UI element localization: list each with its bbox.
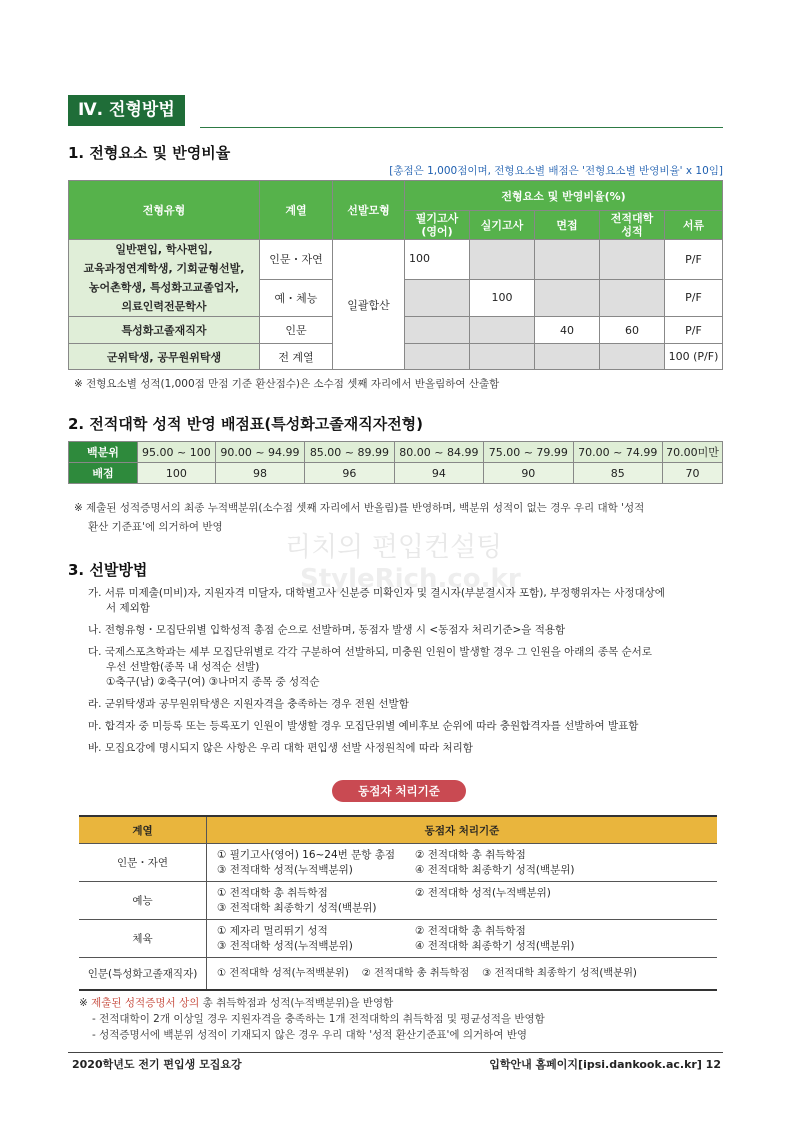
row-type-military: 군위탁생, 공무원위탁생 <box>69 344 260 370</box>
cell-empty <box>535 279 600 316</box>
cell-docs: P/F <box>665 240 723 280</box>
tie-note-highlight: 제출된 성적증명서 상의 <box>91 997 200 1009</box>
score-cell: 98 <box>215 463 304 484</box>
tie-criterion: ② 전적대학 총 취득학점 <box>415 924 526 937</box>
percentile-cell: 70.00미만 <box>663 442 723 463</box>
tie-criterion: ③ 전적대학 성적(누적백분위) <box>217 863 353 876</box>
score-cell: 100 <box>138 463 216 484</box>
s1-footnote: ※ 전형요소별 성적(1,000점 만점 기준 환산점수)은 소수점 셋째 자리에서 반올림하여 산출함 <box>74 378 500 390</box>
tie-criterion: ① 전적대학 성적(누적백분위) <box>217 967 349 979</box>
score-cell: 94 <box>394 463 483 484</box>
s2-note-line2: 환산 기준표'에 의거하여 반영 <box>88 521 223 533</box>
tie-th-criteria: 동점자 처리기준 <box>207 816 718 844</box>
cell-grades: 60 <box>600 317 665 344</box>
tie-note <box>79 995 393 1010</box>
tie-row-label: 인문(특성화고졸재직자) <box>79 958 207 990</box>
cell-interview: 40 <box>535 317 600 344</box>
tie-criterion: ③ 전적대학 최종학기 성적(백분위) <box>482 967 637 979</box>
cell-empty <box>470 240 535 280</box>
cell-empty <box>405 344 470 370</box>
row-field-military: 전 계열 <box>260 344 333 370</box>
s2-heading: 2. 전적대학 성적 반영 배점표(특성화고졸재직자전형) <box>68 415 424 433</box>
tie-row-label: 체육 <box>79 920 207 958</box>
section-title: Ⅳ. 전형방법 <box>68 95 185 126</box>
percentile-cell: 70.00 ~ 74.99 <box>573 442 662 463</box>
tie-sub-note-2: - 성적증명서에 백분위 성적이 기재되지 않은 경우 우리 대학 '성적 환산기준표'에 의거하여 반영 <box>92 1029 528 1041</box>
tie-row-label: 예능 <box>79 882 207 920</box>
cell-empty <box>405 279 470 316</box>
tie-criterion: ① 전적대학 총 취득학점 <box>217 886 328 899</box>
tie-row-criteria <box>207 844 718 882</box>
th-written: 필기고사 (영어) <box>405 211 470 240</box>
cell-empty <box>470 317 535 344</box>
tie-sub-note-1: - 전적대학이 2개 이상일 경우 지원자격을 충족하는 1개 전적대학의 취득학점 및 평균성적을 반영함 <box>92 1013 545 1025</box>
cell-docs: P/F <box>665 317 723 344</box>
tie-note-text: 총 취득학점과 성적(누적백분위)을 반영함 <box>199 997 394 1009</box>
watermark-text: 리치의 편입컨설팅 <box>285 532 503 563</box>
cell-empty <box>600 240 665 280</box>
tie-th-field: 계열 <box>79 816 207 844</box>
tie-row-criteria <box>207 882 718 920</box>
s2-note-line1: ※ 제출된 성적증명서의 최종 누적백분위(소수점 셋째 자리에서 반올림)를 반영하며, 백분위 성적이 없는 경우 우리 대학 '성적 <box>74 502 645 514</box>
row-field-arts: 예・체능 <box>260 279 333 316</box>
tie-criterion: ② 전적대학 총 취득학점 <box>361 967 470 979</box>
tie-criterion: ① 필기고사(영어) 16~24번 문항 총점 <box>217 848 396 861</box>
s1-heading: 1. 전형요소 및 반영비율 <box>68 144 231 162</box>
s3-heading: 3. 선발방법 <box>68 561 148 579</box>
s3-item-ra: 라. 군위탁생과 공무원위탁생은 지원자격을 충족하는 경우 전원 선발함 <box>88 698 409 710</box>
th-grades: 전적대학 성적 <box>600 211 665 240</box>
th-docs: 서류 <box>665 211 723 240</box>
tie-breaker-table <box>79 815 717 991</box>
row-type-general: 일반편입, 학사편입, 교육과정연계학생, 기회균형선발, 농어촌학생, 특성화고교졸업자, 의료인력전문학사 <box>69 240 260 317</box>
row-field-humanities: 인문・자연 <box>260 240 333 280</box>
cell-empty <box>535 344 600 370</box>
cell-docs: 100 (P/F) <box>665 344 723 370</box>
s3-item-da: 다. 국제스포츠학과는 세부 모집단위별로 각각 구분하여 선발하되, 미충원 인원이 발생할 경우 그 인원을 아래의 종목 순서로 <box>88 646 652 658</box>
percentile-cell: 90.00 ~ 94.99 <box>215 442 304 463</box>
cell-empty <box>600 344 665 370</box>
score-cell: 70 <box>663 463 723 484</box>
cell-empty <box>600 279 665 316</box>
score-cell: 90 <box>484 463 573 484</box>
score-cell: 85 <box>573 463 662 484</box>
th-practical: 실기고사 <box>470 211 535 240</box>
row-label-percentile: 백분위 <box>69 442 138 463</box>
s3-item-ba: 바. 모집요강에 명시되지 않은 사항은 우리 대학 편입생 선발 사정원칙에 따라 처리함 <box>88 742 473 754</box>
tie-breaker-badge: 동점자 처리기준 <box>332 780 466 802</box>
cell-empty <box>470 344 535 370</box>
tie-criterion: ③ 전적대학 성적(누적백분위) <box>217 939 353 952</box>
footer-divider <box>68 1052 723 1053</box>
s3-item-ma: 마. 합격자 중 미등록 또는 등록포기 인원이 발생할 경우 모집단위별 예비후보 순위에 따라 충원합격자를 선발하여 발표함 <box>88 720 639 732</box>
percentile-cell: 85.00 ~ 89.99 <box>305 442 394 463</box>
th-interview: 면접 <box>535 211 600 240</box>
cell-written: 100 <box>405 240 470 280</box>
th-field: 계열 <box>260 181 333 240</box>
s3-item-ga: 가. 서류 미제출(미비)자, 지원자격 미달자, 대학별고사 신분증 미확인자 및 결시자(부분결시자 포함), 부정행위자는 사정대상에 <box>88 587 665 599</box>
tie-row-criteria <box>207 958 718 990</box>
tie-row-criteria <box>207 920 718 958</box>
selection-ratio-table <box>68 180 723 370</box>
footer-page-info: 입학안내 홈페이지[ipsi.dankook.ac.kr] 12 <box>489 1058 721 1071</box>
s3-item-da-cont: 우선 선발함(종목 내 성적순 선발) <box>106 661 260 673</box>
th-elements: 전형요소 및 반영비율(%) <box>405 181 723 211</box>
tie-criterion: ① 제자리 멀리뛰기 성적 <box>217 924 328 937</box>
row-model: 일괄합산 <box>333 240 405 370</box>
tie-criterion: ② 전적대학 총 취득학점 <box>415 848 526 861</box>
th-model: 선발모형 <box>333 181 405 240</box>
tie-criterion: ④ 전적대학 최종학기 성적(백분위) <box>415 939 575 952</box>
section-divider <box>200 127 723 128</box>
tie-criterion: ④ 전적대학 최종학기 성적(백분위) <box>415 863 575 876</box>
tie-row-label: 인문・자연 <box>79 844 207 882</box>
s3-item-da-order: ①축구(남) ②축구(여) ③나머지 종목 중 성적순 <box>106 676 320 688</box>
percentile-cell: 80.00 ~ 84.99 <box>394 442 483 463</box>
tie-criterion: ② 전적대학 성적(누적백분위) <box>415 886 551 899</box>
percentile-cell: 95.00 ~ 100 <box>138 442 216 463</box>
s1-note: [총점은 1,000점이며, 전형요소별 배점은 '전형요소별 반영비율' x 10임] <box>389 165 723 177</box>
percentile-cell: 75.00 ~ 79.99 <box>484 442 573 463</box>
tie-criterion: ③ 전적대학 최종학기 성적(백분위) <box>217 901 377 914</box>
tie-note-mark: ※ <box>79 997 92 1009</box>
watermark-url: StyleRich.co.kr <box>300 564 521 594</box>
cell-empty <box>405 317 470 344</box>
footer-title: 2020학년도 전기 편입생 모집요강 <box>72 1058 242 1071</box>
s3-item-na: 나. 전형유형・모집단위별 입학성적 총점 순으로 선발하며, 동점자 발생 시 <동점자 처리기준>을 적용함 <box>88 624 566 636</box>
cell-empty <box>535 240 600 280</box>
grade-score-table <box>68 441 723 484</box>
s3-item-ga-cont: 서 제외함 <box>106 602 150 614</box>
row-field-vocational: 인문 <box>260 317 333 344</box>
row-type-vocational: 특성화고졸재직자 <box>69 317 260 344</box>
cell-practical: 100 <box>470 279 535 316</box>
row-label-score: 배점 <box>69 463 138 484</box>
th-type: 전형유형 <box>69 181 260 240</box>
score-cell: 96 <box>305 463 394 484</box>
cell-docs: P/F <box>665 279 723 316</box>
